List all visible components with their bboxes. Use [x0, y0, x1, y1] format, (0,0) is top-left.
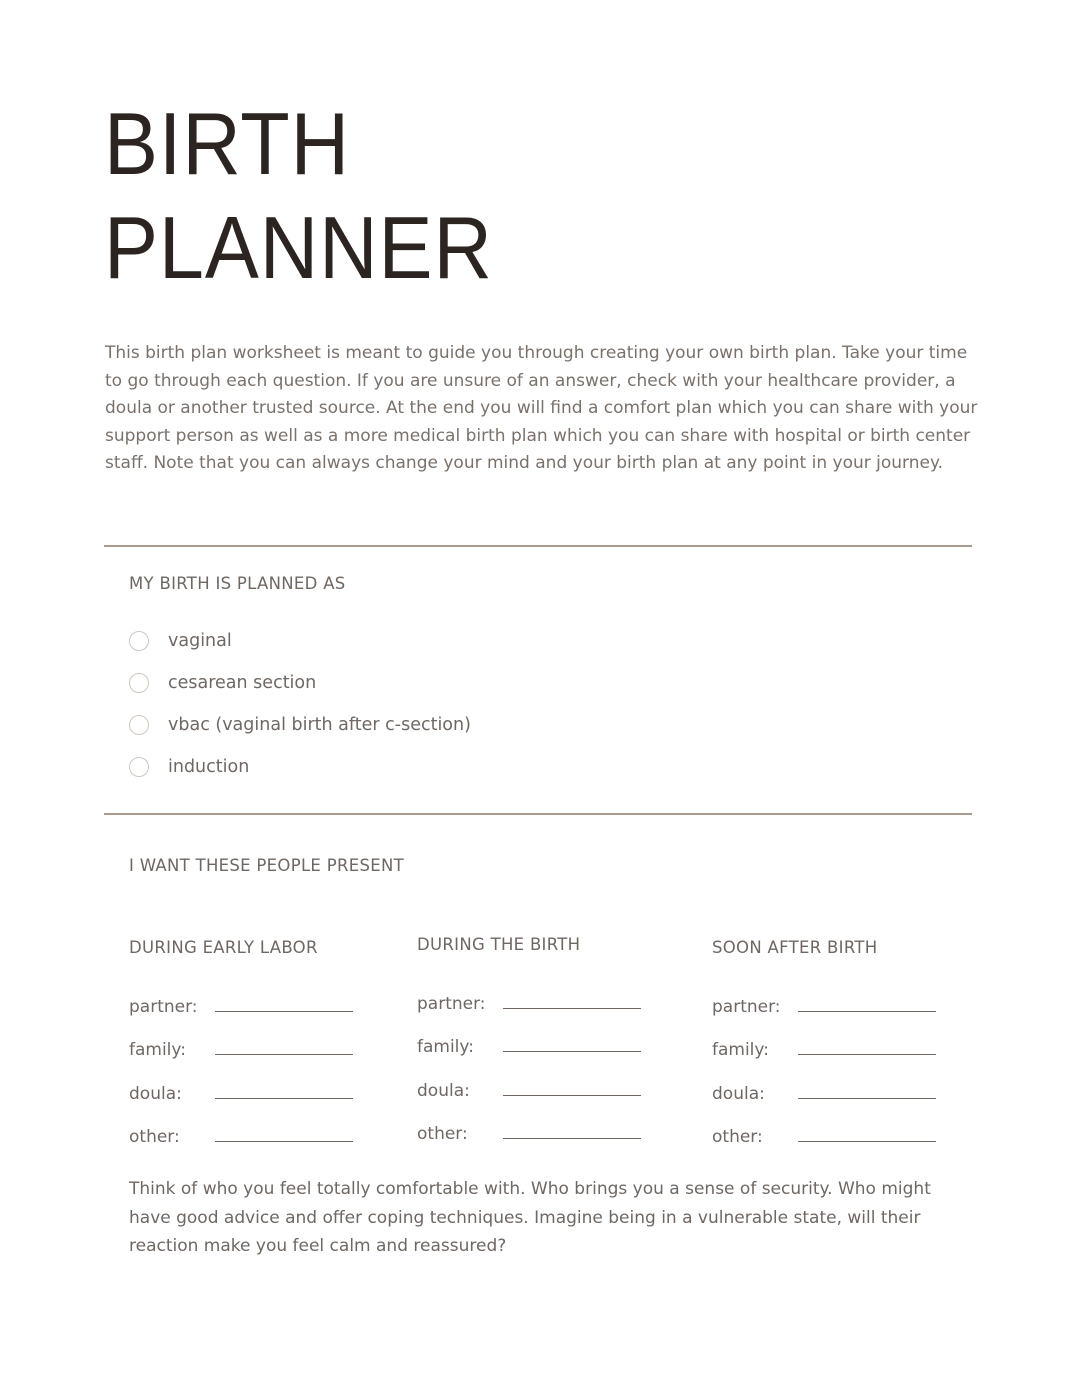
field-row-family: [417, 1015, 677, 1059]
field-label: other:: [712, 1127, 763, 1147]
section-divider: [104, 813, 972, 815]
birth-planned-heading: MY BIRTH IS PLANNED AS: [129, 574, 346, 593]
column-heading: DURING EARLY LABOR: [129, 938, 318, 957]
field-row-partner: [417, 971, 677, 1015]
option-vbac[interactable]: [129, 704, 471, 746]
section-divider: [104, 545, 972, 547]
option-induction[interactable]: [129, 746, 471, 788]
field-row-partner: [129, 974, 389, 1018]
radio-button[interactable]: [129, 757, 149, 777]
column-soon-after-birth: [712, 930, 972, 1148]
other-field[interactable]: [503, 1120, 641, 1139]
doula-field[interactable]: [503, 1077, 641, 1096]
family-field[interactable]: [215, 1036, 353, 1055]
guidance-note: Think of who you feel totally comfortable with. Who brings you a sense of security. Who might have good advice and offer coping techniques. Imagine being in a vulnerable state, will their reaction make you feel calm and reassured?: [129, 1179, 931, 1256]
partner-field[interactable]: [503, 990, 641, 1009]
field-row-doula: [417, 1058, 677, 1102]
field-row-doula: [129, 1061, 389, 1105]
field-label: other:: [129, 1127, 180, 1147]
field-row-other: [129, 1105, 389, 1149]
option-label: cesarean section: [168, 673, 317, 693]
intro-paragraph: This birth plan worksheet is meant to guide you through creating your own birth plan. Take your time to go through each question. If you are unsure of an answer, check with your healthcare provider, a doula or another trusted source. At the end you will find a comfort plan which you can share with your support person as well as a more medical birth plan which you can share with hospital or birth center staff. Note that you can always change your mind and your birth plan at any point in your journey.: [105, 343, 978, 473]
title-line-2: PLANNER: [104, 198, 493, 297]
column-heading: DURING THE BIRTH: [417, 935, 581, 954]
column-early-labor: [129, 930, 389, 1148]
field-label: doula:: [712, 1083, 765, 1104]
family-field[interactable]: [503, 1033, 641, 1052]
radio-button[interactable]: [129, 715, 149, 735]
field-label: other:: [417, 1124, 468, 1144]
field-label: partner:: [129, 996, 198, 1017]
birth-type-options: [129, 620, 471, 788]
radio-button[interactable]: [129, 673, 149, 693]
page-title: [104, 92, 493, 300]
option-label: vbac (vaginal birth after c-section): [168, 715, 471, 735]
field-row-family: [129, 1018, 389, 1062]
field-row-doula: [712, 1061, 972, 1105]
field-label: family:: [129, 1040, 186, 1060]
people-present-heading: I WANT THESE PEOPLE PRESENT: [129, 856, 404, 875]
column-during-birth: [417, 927, 677, 1145]
title-line-1: BIRTH: [104, 94, 351, 193]
radio-button[interactable]: [129, 631, 149, 651]
partner-field[interactable]: [798, 993, 936, 1012]
other-field[interactable]: [798, 1123, 936, 1142]
option-vaginal[interactable]: [129, 620, 471, 662]
field-row-family: [712, 1018, 972, 1062]
option-label: vaginal: [168, 631, 232, 651]
field-label: partner:: [712, 996, 781, 1017]
field-row-other: [417, 1102, 677, 1146]
field-row-other: [712, 1105, 972, 1149]
field-label: family:: [417, 1037, 474, 1057]
other-field[interactable]: [215, 1123, 353, 1142]
option-label: induction: [168, 757, 250, 777]
field-label: doula:: [417, 1080, 470, 1101]
doula-field[interactable]: [798, 1080, 936, 1099]
option-cesarean-section[interactable]: [129, 662, 471, 704]
column-heading: SOON AFTER BIRTH: [712, 938, 878, 957]
field-label: partner:: [417, 993, 486, 1014]
doula-field[interactable]: [215, 1080, 353, 1099]
field-row-partner: [712, 974, 972, 1018]
partner-field[interactable]: [215, 993, 353, 1012]
field-label: family:: [712, 1040, 769, 1060]
family-field[interactable]: [798, 1036, 936, 1055]
field-label: doula:: [129, 1083, 182, 1104]
